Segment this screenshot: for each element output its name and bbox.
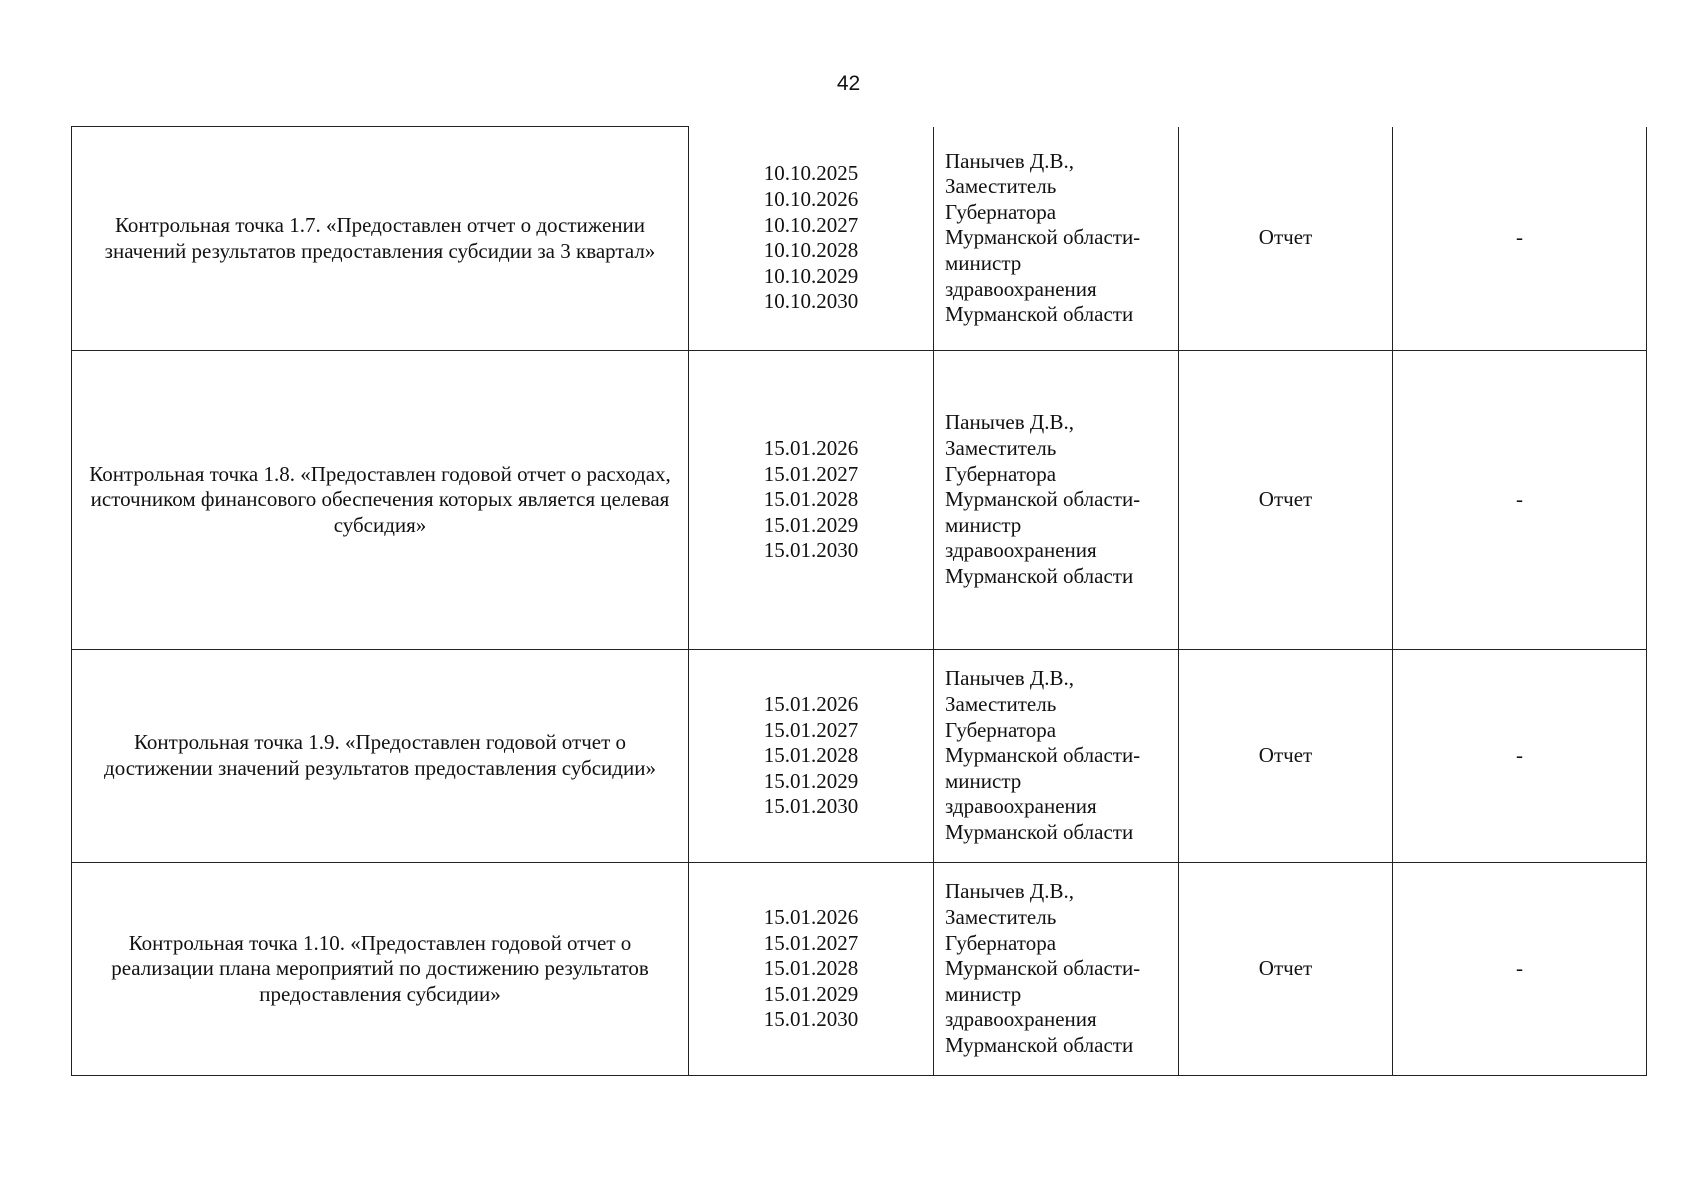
deadline-dates-cell bbox=[689, 351, 934, 650]
deadline-date: 15.01.2028 bbox=[763, 487, 859, 512]
responsible-person-line: Заместитель bbox=[945, 692, 1057, 717]
responsible-person-line: Губернатора bbox=[945, 199, 1057, 224]
responsible-person-line: министр bbox=[945, 981, 1022, 1006]
responsible-person-line: Губернатора bbox=[945, 717, 1057, 742]
responsible-person-line: Панычев Д.В., bbox=[945, 666, 1074, 691]
responsible-person-line: Заместитель bbox=[945, 436, 1057, 461]
responsible-person-line: Мурманской области- bbox=[945, 956, 1141, 981]
deadline-date: 15.01.2027 bbox=[763, 717, 859, 742]
deadline-date: 10.10.2026 bbox=[763, 187, 859, 212]
table-row bbox=[72, 127, 1647, 351]
deadline-date: 15.01.2026 bbox=[763, 692, 859, 717]
deadline-date: 15.01.2029 bbox=[763, 768, 859, 793]
responsible-person-line: здравоохранения bbox=[945, 276, 1097, 301]
responsible-person-line: Панычев Д.В., bbox=[945, 879, 1074, 904]
responsible-person-cell bbox=[934, 351, 1179, 650]
deadline-date: 15.01.2026 bbox=[763, 905, 859, 930]
responsible-person-line: Заместитель bbox=[945, 905, 1057, 930]
responsible-person-line: Мурманской области- bbox=[945, 743, 1141, 768]
responsible-person-line: Губернатора bbox=[945, 461, 1057, 486]
table-row bbox=[72, 863, 1647, 1076]
deadline-date: 15.01.2029 bbox=[763, 981, 859, 1006]
deadline-date: 10.10.2027 bbox=[763, 212, 859, 237]
deadline-date: 10.10.2030 bbox=[763, 289, 859, 314]
deadline-date: 15.01.2027 bbox=[763, 930, 859, 955]
control-point-title: Контрольная точка 1.7. «Предоставлен отчет о достижении значений результатов предоставления субсидии за 3 квартал» bbox=[72, 127, 689, 351]
table-body bbox=[72, 127, 1647, 1076]
document-type: Отчет bbox=[1179, 650, 1393, 863]
deadline-dates-cell bbox=[689, 127, 934, 351]
deadline-date: 10.10.2025 bbox=[763, 161, 859, 186]
responsible-person-line: министр bbox=[945, 251, 1022, 276]
table-row bbox=[72, 351, 1647, 650]
responsible-person-cell bbox=[934, 650, 1179, 863]
responsible-person-line: Мурманской области bbox=[945, 1032, 1134, 1057]
page-number: 42 bbox=[836, 72, 861, 95]
deadline-date: 10.10.2028 bbox=[763, 238, 859, 263]
deadline-date: 15.01.2029 bbox=[763, 512, 859, 537]
responsible-person-line: министр bbox=[945, 512, 1022, 537]
document-type: Отчет bbox=[1179, 127, 1393, 351]
extra-info: - bbox=[1393, 351, 1647, 650]
responsible-person-line: Мурманской области- bbox=[945, 487, 1141, 512]
deadline-date: 15.01.2027 bbox=[763, 461, 859, 486]
deadline-date: 15.01.2030 bbox=[763, 1007, 859, 1032]
responsible-person-line: Мурманской области- bbox=[945, 225, 1141, 250]
responsible-person-line: здравоохранения bbox=[945, 1007, 1097, 1032]
responsible-person-cell bbox=[934, 127, 1179, 351]
deadline-date: 15.01.2030 bbox=[763, 538, 859, 563]
responsible-person-line: Губернатора bbox=[945, 930, 1057, 955]
control-point-title: Контрольная точка 1.8. «Предоставлен годовой отчет о расходах, источником финансового обеспечения которых является целевая субсидия» bbox=[72, 351, 689, 650]
deadline-date: 15.01.2028 bbox=[763, 956, 859, 981]
deadline-date: 15.01.2030 bbox=[763, 794, 859, 819]
document-type: Отчет bbox=[1179, 863, 1393, 1076]
responsible-person-line: здравоохранения bbox=[945, 538, 1097, 563]
deadline-date: 15.01.2028 bbox=[763, 743, 859, 768]
responsible-person-line: Мурманской области bbox=[945, 302, 1134, 327]
table-row bbox=[72, 650, 1647, 863]
responsible-person-line: Панычев Д.В., bbox=[945, 410, 1074, 435]
deadline-date: 15.01.2026 bbox=[763, 436, 859, 461]
document-type: Отчет bbox=[1179, 351, 1393, 650]
deadline-dates-cell bbox=[689, 863, 934, 1076]
deadline-dates-cell bbox=[689, 650, 934, 863]
extra-info: - bbox=[1393, 650, 1647, 863]
responsible-person-line: Панычев Д.В., bbox=[945, 148, 1074, 173]
control-points-table bbox=[71, 126, 1647, 1076]
responsible-person-line: Мурманской области bbox=[945, 819, 1134, 844]
responsible-person-line: здравоохранения bbox=[945, 794, 1097, 819]
control-point-title: Контрольная точка 1.10. «Предоставлен годовой отчет о реализации плана мероприятий по достижению результатов предоставления субсидии» bbox=[72, 863, 689, 1076]
extra-info: - bbox=[1393, 127, 1647, 351]
extra-info: - bbox=[1393, 863, 1647, 1076]
control-point-title: Контрольная точка 1.9. «Предоставлен годовой отчет о достижении значений результатов предоставления субсидии» bbox=[72, 650, 689, 863]
responsible-person-line: Заместитель bbox=[945, 174, 1057, 199]
responsible-person-cell bbox=[934, 863, 1179, 1076]
responsible-person-line: Мурманской области bbox=[945, 563, 1134, 588]
responsible-person-line: министр bbox=[945, 768, 1022, 793]
deadline-date: 10.10.2029 bbox=[763, 263, 859, 288]
